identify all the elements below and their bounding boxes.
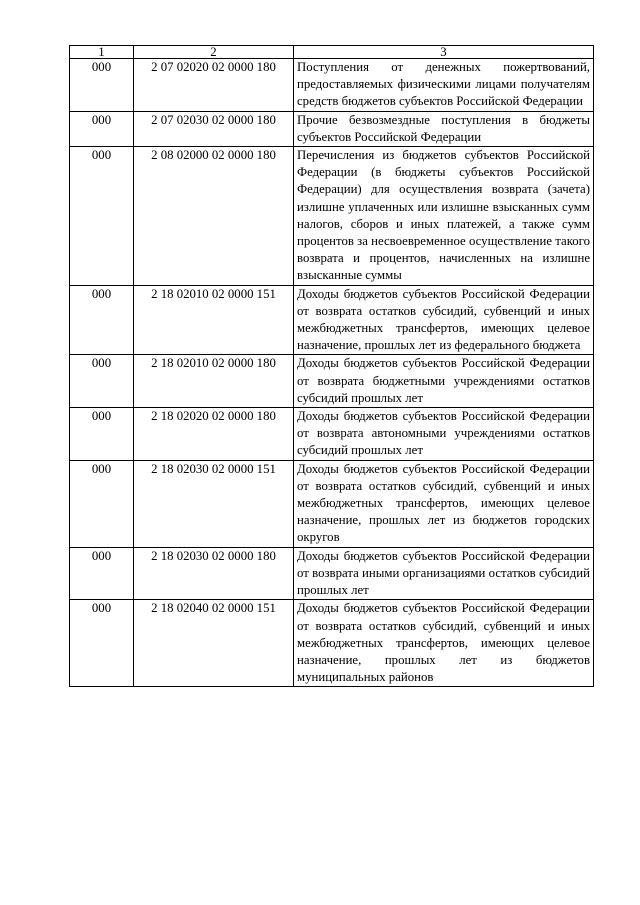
admin-code-cell: 000: [70, 285, 134, 355]
column-number-2: 2: [134, 46, 294, 59]
revenue-name-cell: Доходы бюджетов субъектов Российской Федерации от возврата остатков субсидий, субвенций и иных межбюджетных трансфертов, имеющих целевое назначение, прошлых лет из федерального бюджета: [294, 285, 594, 355]
table-row: [70, 285, 594, 355]
admin-code-cell: 000: [70, 355, 134, 408]
admin-code-cell: 000: [70, 460, 134, 547]
revenue-code-cell: 2 18 02020 02 0000 180: [134, 408, 294, 461]
revenue-name-cell: Доходы бюджетов субъектов Российской Федерации от возврата остатков субсидий, субвенций и иных межбюджетных трансфертов, имеющих целевое назначение, прошлых лет из бюджетов городских округов: [294, 460, 594, 547]
admin-code-cell: 000: [70, 600, 134, 687]
revenue-name-cell: Прочие безвозмездные поступления в бюджеты субъектов Российской Федерации: [294, 111, 594, 146]
admin-code-cell: 000: [70, 147, 134, 286]
column-number-row: [70, 46, 594, 59]
table-row: [70, 147, 594, 286]
revenue-code-cell: 2 08 02000 02 0000 180: [134, 147, 294, 286]
revenue-name-cell: Поступления от денежных пожертвований, предоставляемых физическими лицами получателям средств бюджетов субъектов Российской Федерации: [294, 59, 594, 112]
revenue-name-cell: Доходы бюджетов субъектов Российской Федерации от возврата автономными учреждениями остатков субсидий прошлых лет: [294, 408, 594, 461]
revenue-name-cell: Доходы бюджетов субъектов Российской Федерации от возврата иными организациями остатков субсидий прошлых лет: [294, 547, 594, 600]
table-row: [70, 355, 594, 408]
column-number-1: 1: [70, 46, 134, 59]
table-row: [70, 460, 594, 547]
table-row: [70, 59, 594, 112]
table-row: [70, 547, 594, 600]
revenue-code-cell: 2 18 02030 02 0000 151: [134, 460, 294, 547]
table-row: [70, 600, 594, 687]
column-number-3: 3: [294, 46, 594, 59]
table-row: [70, 408, 594, 461]
revenue-code-cell: 2 18 02010 02 0000 180: [134, 355, 294, 408]
revenue-code-cell: 2 18 02030 02 0000 180: [134, 547, 294, 600]
admin-code-cell: 000: [70, 111, 134, 146]
revenue-code-cell: 2 18 02010 02 0000 151: [134, 285, 294, 355]
revenue-name-cell: Доходы бюджетов субъектов Российской Федерации от возврата остатков субсидий, субвенций и иных межбюджетных трансфертов, имеющих целевое назначение, прошлых лет из бюджетов муниципальных районов: [294, 600, 594, 687]
revenue-code-cell: 2 07 02020 02 0000 180: [134, 59, 294, 112]
budget-classification-table: [69, 45, 594, 687]
admin-code-cell: 000: [70, 547, 134, 600]
revenue-code-cell: 2 07 02030 02 0000 180: [134, 111, 294, 146]
revenue-name-cell: Перечисления из бюджетов субъектов Российской Федерации (в бюджеты субъектов Российской Федерации) для осуществления возврата (зачета) излишне уплаченных или излишне взысканных сумм налогов, сборов и иных платежей, а также сумм процентов за несвоевременное осуществление такого возврата и процентов, начисленных на излишне взысканные суммы: [294, 147, 594, 286]
revenue-name-cell: Доходы бюджетов субъектов Российской Федерации от возврата бюджетными учреждениями остатков субсидий прошлых лет: [294, 355, 594, 408]
admin-code-cell: 000: [70, 59, 134, 112]
table-body: [70, 46, 594, 687]
revenue-code-cell: 2 18 02040 02 0000 151: [134, 600, 294, 687]
admin-code-cell: 000: [70, 408, 134, 461]
table-row: [70, 111, 594, 146]
